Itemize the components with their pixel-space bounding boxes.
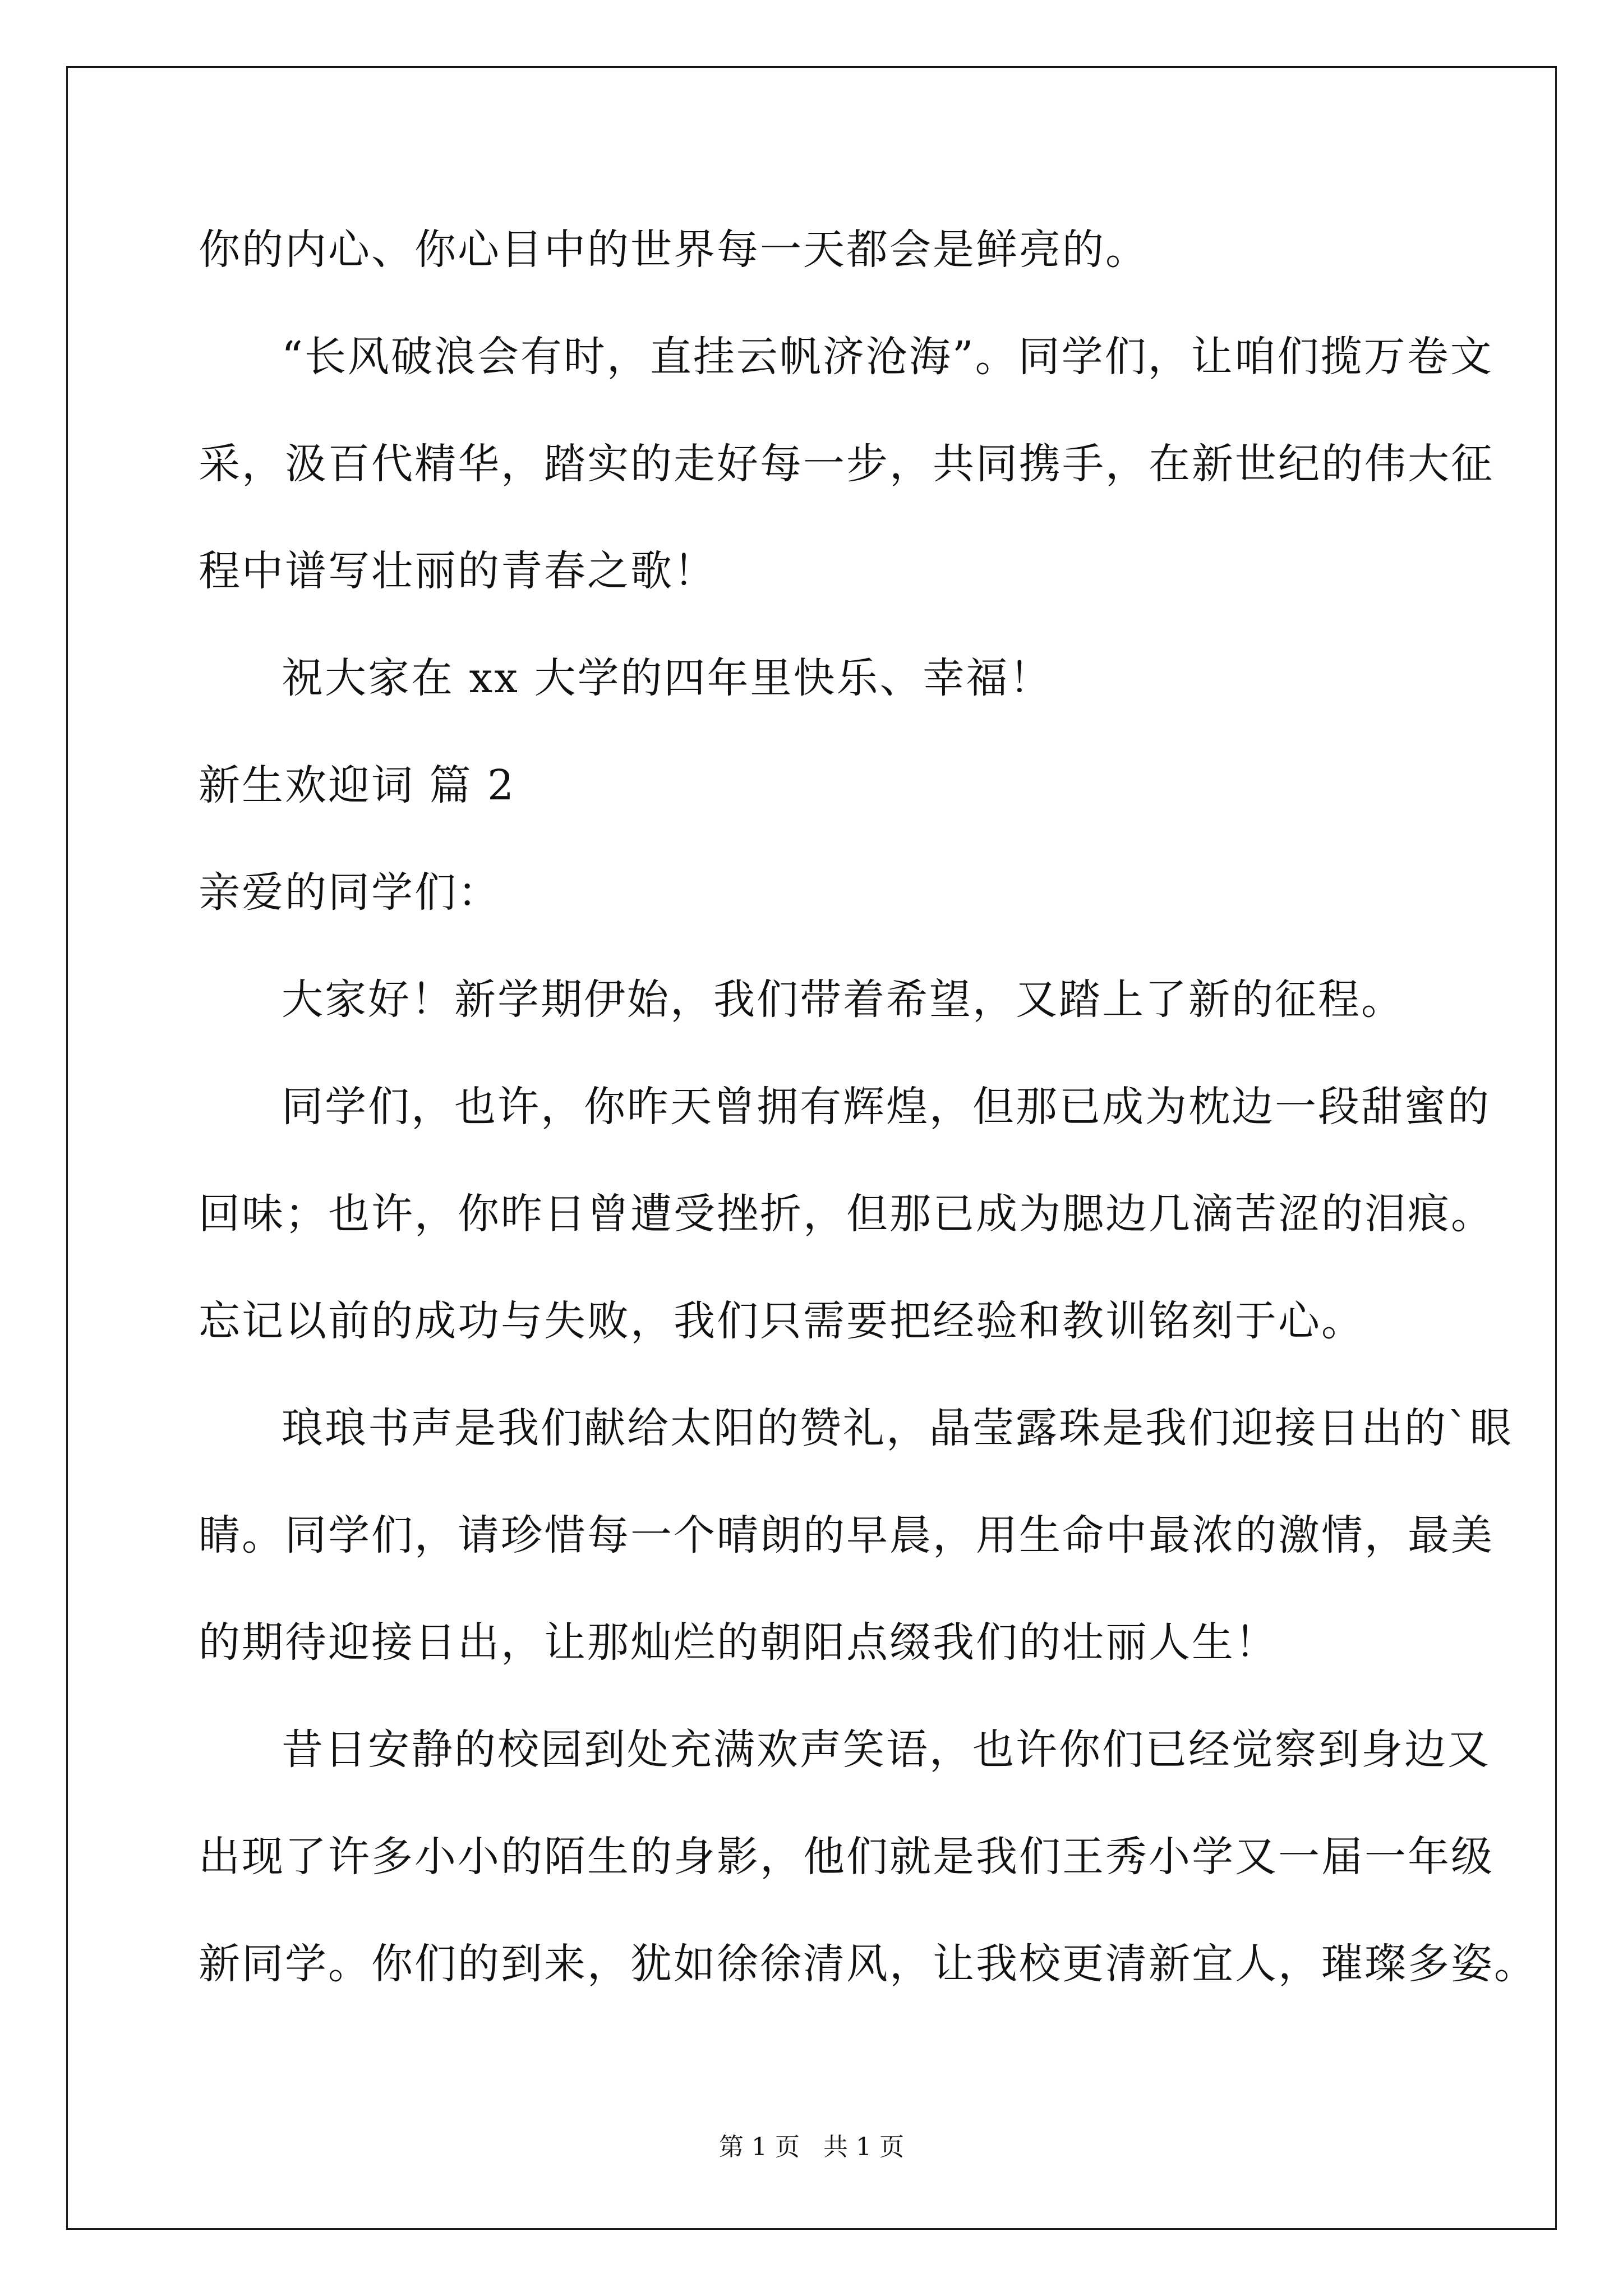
paragraph-line: “长风破浪会有时，直挂云帆济沧海”。同学们，让咱们揽万卷文 xyxy=(282,333,1493,381)
paragraph-line: 大家好！新学期伊始，我们带着希望，又踏上了新的征程。 xyxy=(282,976,1404,1024)
paragraph-line: 新同学。你们的到来，犹如徐徐清风，让我校更清新宜人，璀璨多姿。 xyxy=(199,1940,1537,1988)
paragraph-line: 回味；也许，你昨日曾遭受挫折，但那已成为腮边几滴苦涩的泪痕。 xyxy=(199,1190,1494,1238)
paragraph-line: 睛。同学们，请珍惜每一个晴朗的早晨，用生命中最浓的激情，最美 xyxy=(199,1511,1494,1559)
paragraph-line: 出现了许多小小的陌生的身影，他们就是我们王秀小学又一届一年级 xyxy=(199,1833,1494,1881)
paragraph-line: 的期待迎接日出，让那灿烂的朝阳点缀我们的壮丽人生！ xyxy=(199,1618,1278,1667)
paragraph-line: 你的内心、你心目中的世界每一天都会是鲜亮的。 xyxy=(199,226,1149,274)
paragraph-line: 昔日安静的校园到处充满欢声笑语，也许你们已经觉察到身边又 xyxy=(282,1726,1491,1774)
paragraph-line: 忘记以前的成功与失败，我们只需要把经验和教训铭刻于心。 xyxy=(199,1297,1364,1345)
salutation: 亲爱的同学们： xyxy=(199,868,501,917)
paragraph-line: 琅琅书声是我们献给太阳的赞礼，晶莹露珠是我们迎接日出的`眼 xyxy=(282,1404,1513,1452)
paragraph-line: 程中谱写壮丽的青春之歌！ xyxy=(199,547,717,595)
paragraph-line: 同学们，也许，你昨天曾拥有辉煌，但那已成为枕边一段甜蜜的 xyxy=(282,1083,1491,1131)
paragraph-line: 祝大家在 xx 大学的四年里快乐、幸福！ xyxy=(282,654,1053,702)
paragraph-line: 采，汲百代精华，踏实的走好每一步，共同携手，在新世纪的伟大征 xyxy=(199,440,1494,488)
page-number-footer: 第 1 页 共 1 页 xyxy=(719,2133,904,2161)
document-body xyxy=(199,223,1537,2045)
section-heading: 新生欢迎词 篇 2 xyxy=(199,761,516,809)
